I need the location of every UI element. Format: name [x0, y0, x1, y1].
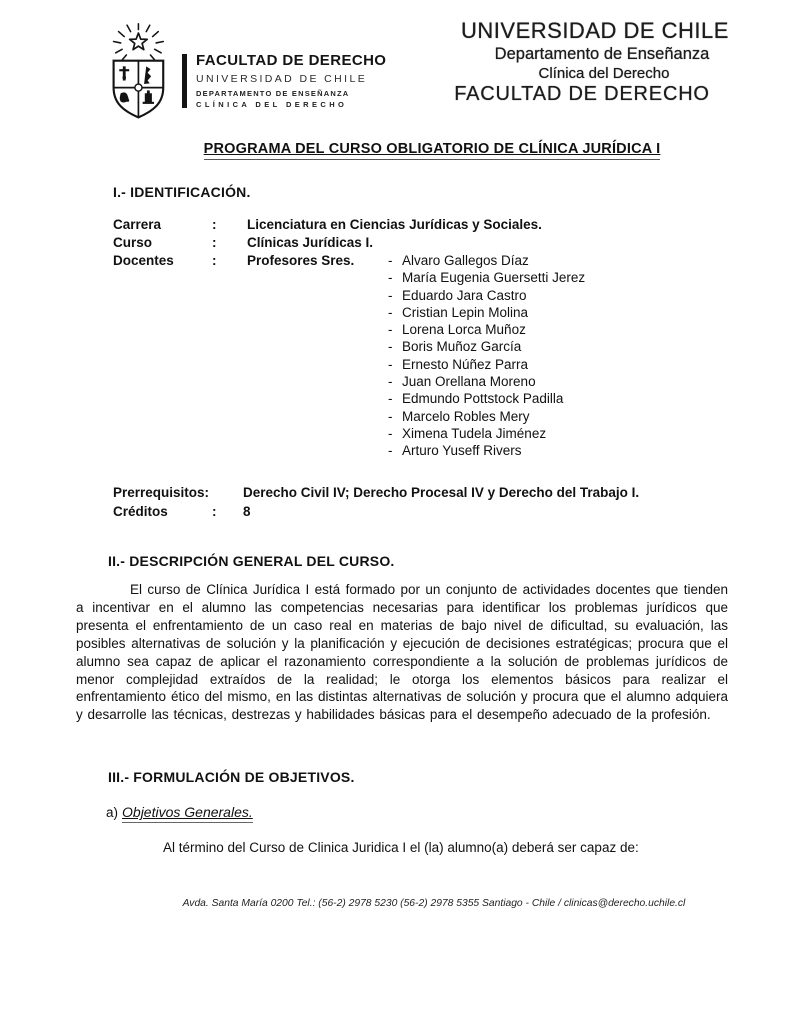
university-coat-of-arms-icon: [98, 22, 176, 122]
docente-name: Alvaro Gallegos Díaz: [402, 253, 529, 268]
logo-university-name: UNIVERSIDAD DE CHILE: [196, 73, 368, 85]
stamp-department-name: Departamento de Enseñanza: [494, 45, 710, 63]
docente-name: María Eugenia Guersetti Jerez: [402, 270, 586, 286]
docente-name: Eduardo Jara Castro: [402, 287, 527, 303]
creditos-label: Créditos: [113, 503, 168, 519]
section-1-heading: I.- IDENTIFICACIÓN.: [113, 184, 251, 200]
id-row-curso: [113, 234, 585, 252]
docentes-list: [388, 252, 585, 460]
id-row-docentes: [113, 252, 585, 460]
docente-list-item: [388, 442, 585, 459]
docente-name: Lorena Lorca Muñoz: [402, 322, 526, 338]
section-2-heading: II.- DESCRIPCIÓN GENERAL DEL CURSO.: [108, 553, 395, 569]
stamp-faculty-name: FACULTAD DE DERECHO: [454, 83, 710, 105]
logo-divider-bar: [182, 54, 187, 108]
stamp-university-name: UNIVERSIDAD DE CHILE: [461, 18, 729, 43]
docente-name: Marcelo Robles Mery: [402, 408, 530, 424]
prerrequisitos-row: [113, 484, 639, 503]
logo-clinic-name: CLÍNICA DEL DERECHO: [196, 100, 348, 109]
prerrequisitos-label: Prerrequisitos:: [113, 485, 210, 500]
docentes-separator: :: [212, 253, 217, 268]
list-dash: -: [388, 443, 393, 459]
list-dash: -: [388, 253, 393, 268]
prerrequisitos-value: Derecho Civil IV; Derecho Procesal IV y Derecho del Trabajo I.: [243, 485, 640, 500]
logo-text-block: [196, 52, 386, 109]
carrera-label: Carrera: [113, 217, 162, 232]
document-title: [64, 140, 800, 158]
docente-name: Ernesto Núñez Parra: [402, 356, 529, 372]
prerequisites-block: [113, 484, 639, 521]
curso-label: Curso: [113, 235, 153, 250]
university-stamp: [420, 18, 770, 106]
docente-list-item: [388, 304, 585, 321]
docente-list-item: [388, 338, 585, 355]
docente-name: Arturo Yuseff Rivers: [402, 443, 522, 459]
docente-list-item: [388, 356, 585, 373]
objectives-subheading: [106, 804, 253, 820]
docente-name: Edmundo Pottstock Padilla: [402, 391, 564, 407]
course-description-paragraph: El curso de Clínica Jurídica I está formado por un conjunto de actividades docentes que tienden a incentivar en el alumno las competencias necesarias para identificar los problemas jurídicos que presenta el enfrentamiento de un caso real en materias de bajo nivel de dificultad, su evaluación, las posibles alternativas de solución y la planificación y ejecución de decisiones estratégicas; procura que el alumno sea capaz de aplicar el razonamiento correspondiente a la solución de problemas jurídicos de menor complejidad extraídos de la realidad; le otorga los elementos básicos para realizar el enfrentamiento ético del mismo, en las distintas alternativas de solución y procura que el alumno adquiera y desarrolle las técnicas, destrezas y habilidades básicas para el desempeño adecuado de la profesión.: [76, 582, 728, 723]
objectives-item-prefix: a): [106, 805, 119, 820]
list-dash: -: [388, 322, 393, 338]
creditos-separator: :: [212, 503, 217, 519]
list-dash: -: [388, 287, 393, 303]
list-dash: -: [388, 339, 393, 355]
carrera-separator: :: [212, 217, 217, 232]
docente-list-item: [388, 373, 585, 390]
list-dash: -: [388, 356, 393, 372]
profesores-label: Profesores Sres.: [247, 253, 355, 268]
creditos-row: [113, 503, 639, 522]
docente-name: Ximena Tudela Jiménez: [402, 425, 547, 441]
docente-list-item: [388, 269, 585, 286]
logo-faculty-name: FACULTAD DE DERECHO: [196, 52, 387, 69]
section-3-heading: III.- FORMULACIÓN DE OBJETIVOS.: [108, 769, 355, 785]
list-dash: -: [388, 391, 393, 407]
document-title-text: PROGRAMA DEL CURSO OBLIGATORIO DE CLÍNICA JURÍDICA I: [204, 141, 661, 160]
docente-list-item: [388, 252, 585, 269]
address-footer: Avda. Santa María 0200 Tel.: (56-2) 2978 5230 (56-2) 2978 5355 Santiago - Chile / clinicas@derecho.uchile.cl: [182, 898, 686, 909]
docente-list-item: [388, 425, 585, 442]
list-dash: -: [388, 374, 393, 390]
logo-department-name: DEPARTAMENTO DE ENSEÑANZA: [196, 89, 350, 98]
objectives-item-title: Objetivos Generales.: [122, 804, 253, 823]
docente-list-item: [388, 321, 585, 338]
docente-list-item: [388, 408, 585, 425]
carrera-value: Licenciatura en Ciencias Jurídicas y Sociales.: [247, 217, 542, 232]
docente-list-item: [388, 390, 585, 407]
docente-name: Boris Muñoz García: [402, 339, 522, 355]
list-dash: -: [388, 425, 393, 441]
stamp-clinic-name: Clínica del Derecho: [538, 65, 670, 82]
docentes-label: Docentes: [113, 253, 174, 268]
faculty-logo: [98, 22, 386, 122]
creditos-value: 8: [243, 503, 251, 519]
docente-name: Juan Orellana Moreno: [402, 374, 536, 390]
id-row-carrera: [113, 216, 585, 234]
list-dash: -: [388, 304, 393, 320]
curso-value: Clínicas Jurídicas I.: [247, 235, 374, 250]
identification-table: [113, 216, 585, 460]
objectives-intro-line: Al término del Curso de Clinica Juridica I el (la) alumno(a) deberá ser capaz de:: [163, 840, 639, 855]
curso-separator: :: [212, 235, 217, 250]
list-dash: -: [388, 270, 393, 286]
list-dash: -: [388, 408, 393, 424]
docente-list-item: [388, 287, 585, 304]
docente-name: Cristian Lepin Molina: [402, 304, 529, 320]
docentes-value-wrap: [247, 252, 585, 460]
